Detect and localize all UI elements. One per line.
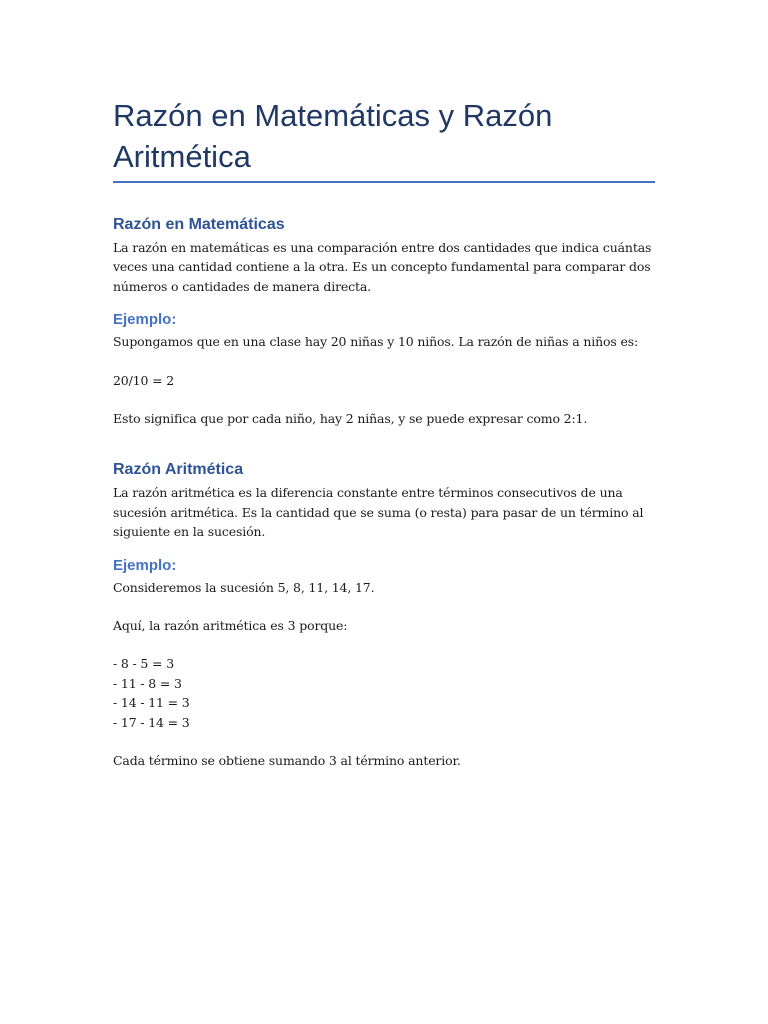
example-intro-1: Supongamos que en una clase hay 20 niñas y 10 niños. La razón de niñas a niños es:	[113, 334, 639, 350]
example-heading-2: Ejemplo:	[113, 556, 177, 574]
example-conclusion-1: Esto significa que por cada niño, hay 2 niñas, y se puede expresar como 2:1.	[113, 411, 588, 427]
example-heading-1: Ejemplo:	[113, 311, 177, 329]
section-heading-razon-matematicas: Razón en Matemáticas	[113, 216, 285, 233]
example-formula-1: 20/10 = 2	[113, 372, 175, 388]
title-underline	[113, 181, 655, 183]
list-item: - 14 - 11 = 3	[113, 695, 190, 711]
list-item: - 17 - 14 = 3	[113, 714, 190, 730]
list-item: - 11 - 8 = 3	[113, 675, 182, 691]
section-paragraph-razon-matematicas: La razón en matemáticas es una comparación entre dos cantidades que indica cuántas veces una cantidad contiene a la otra. Es un concepto fundamental para comparar dos números o cantidades de manera directa.	[113, 240, 652, 294]
difference-steps-list	[113, 654, 655, 732]
example-reason-2: Aquí, la razón aritmética es 3 porque:	[113, 618, 348, 634]
section-heading-razon-aritmetica: Razón Aritmética	[113, 461, 244, 479]
example-conclusion-2: Cada término se obtiene sumando 3 al término anterior.	[113, 753, 461, 769]
example-intro-2: Consideremos la sucesión 5, 8, 11, 14, 17.	[113, 579, 375, 595]
document-title: Razón en Matemáticas y Razón Aritmética	[113, 98, 553, 174]
section-paragraph-razon-aritmetica: La razón aritmética es la diferencia constante entre términos consecutivos de una sucesión aritmética. Es la cantidad que se suma (o resta) para pasar de un término al siguiente en la sucesión.	[113, 485, 644, 540]
document-page	[113, 0, 655, 771]
list-item: - 8 - 5 = 3	[113, 656, 174, 672]
